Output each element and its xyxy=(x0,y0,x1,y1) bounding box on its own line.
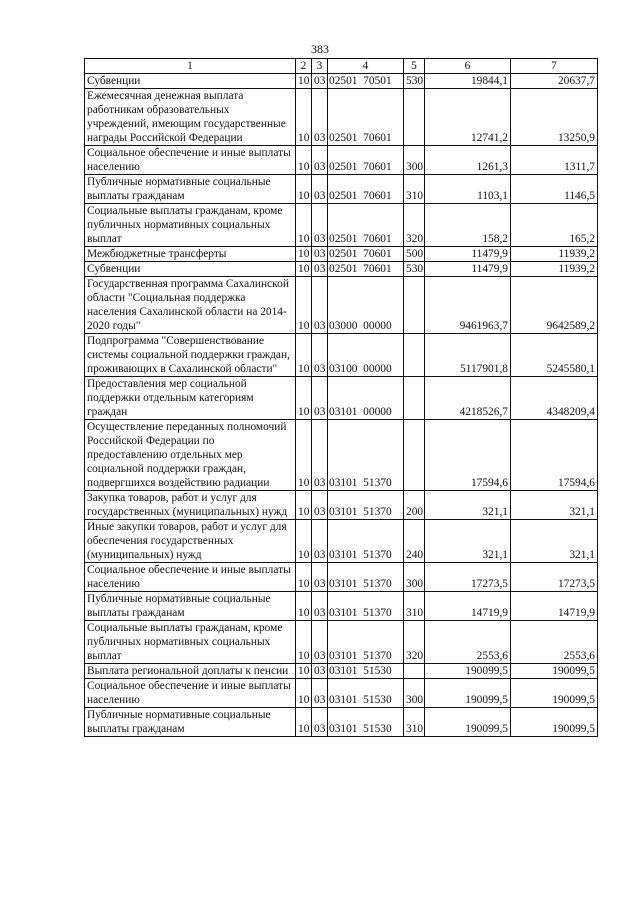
amount-col6-cell: 1103,1 xyxy=(425,175,511,204)
table-row xyxy=(85,262,598,277)
target-code-cell: 02501 70601 xyxy=(328,146,404,175)
amount-col6-cell: 190099,5 xyxy=(425,664,511,679)
row-name-cell: Социальное обеспечение и иные выплаты населению xyxy=(85,563,296,592)
expense-type-cell xyxy=(404,89,425,146)
table-row xyxy=(85,204,598,247)
amount-col6-cell: 5117901,8 xyxy=(425,334,511,377)
target-code-cell: 03101 51530 xyxy=(328,708,404,737)
expense-type-cell: 530 xyxy=(404,74,425,89)
target-code-cell: 03101 51370 xyxy=(328,420,404,491)
row-name-cell: Социальные выплаты гражданам, кроме публичных нормативных социальных выплат xyxy=(85,621,296,664)
table-row xyxy=(85,146,598,175)
target-code-cell: 03101 00000 xyxy=(328,377,404,420)
table-row xyxy=(85,664,598,679)
row-name-cell: Закупка товаров, работ и услуг для государственных (муниципальных) нужд xyxy=(85,491,296,520)
amount-col7-cell: 14719,9 xyxy=(511,592,598,621)
target-code-cell: 03000 00000 xyxy=(328,277,404,334)
amount-col7-cell: 190099,5 xyxy=(511,679,598,708)
amount-col6-cell: 17273,5 xyxy=(425,563,511,592)
expense-type-cell: 300 xyxy=(404,146,425,175)
amount-col7-cell: 17273,5 xyxy=(511,563,598,592)
budget-table xyxy=(84,58,598,737)
row-name-cell: Публичные нормативные социальные выплаты гражданам xyxy=(85,175,296,204)
table-row xyxy=(85,89,598,146)
table-row xyxy=(85,175,598,204)
section-code-cell: 10 xyxy=(296,277,312,334)
amount-col7-cell: 1311,7 xyxy=(511,146,598,175)
row-name-cell: Субвенции xyxy=(85,74,296,89)
table-row xyxy=(85,277,598,334)
header-row xyxy=(85,59,598,74)
section-code-cell: 10 xyxy=(296,262,312,277)
table-row xyxy=(85,520,598,563)
expense-type-cell: 240 xyxy=(404,520,425,563)
amount-col7-cell: 11939,2 xyxy=(511,262,598,277)
expense-type-cell: 530 xyxy=(404,262,425,277)
subsection-code-cell: 03 xyxy=(312,175,328,204)
subsection-code-cell: 03 xyxy=(312,204,328,247)
row-name-cell: Государственная программа Сахалинской области "Социальная поддержка населения Сахалинской области на 2014-2020 годы" xyxy=(85,277,296,334)
row-name-cell: Публичные нормативные социальные выплаты гражданам xyxy=(85,708,296,737)
header-cell: 4 xyxy=(328,59,404,74)
header-cell: 3 xyxy=(312,59,328,74)
expense-type-cell xyxy=(404,420,425,491)
row-name-cell: Субвенции xyxy=(85,262,296,277)
expense-type-cell xyxy=(404,377,425,420)
section-code-cell: 10 xyxy=(296,334,312,377)
amount-col7-cell: 321,1 xyxy=(511,491,598,520)
row-name-cell: Публичные нормативные социальные выплаты гражданам xyxy=(85,592,296,621)
table-row xyxy=(85,420,598,491)
row-name-cell: Иные закупки товаров, работ и услуг для обеспечения государственных (муниципальных) нужд xyxy=(85,520,296,563)
subsection-code-cell: 03 xyxy=(312,592,328,621)
page-number: 383 xyxy=(311,42,329,56)
amount-col7-cell: 4348209,4 xyxy=(511,377,598,420)
subsection-code-cell: 03 xyxy=(312,74,328,89)
amount-col7-cell: 190099,5 xyxy=(511,664,598,679)
amount-col6-cell: 19844,1 xyxy=(425,74,511,89)
subsection-code-cell: 03 xyxy=(312,277,328,334)
subsection-code-cell: 03 xyxy=(312,247,328,262)
target-code-cell: 02501 70601 xyxy=(328,175,404,204)
amount-col6-cell: 190099,5 xyxy=(425,708,511,737)
section-code-cell: 10 xyxy=(296,146,312,175)
subsection-code-cell: 03 xyxy=(312,334,328,377)
amount-col6-cell: 9461963,7 xyxy=(425,277,511,334)
section-code-cell: 10 xyxy=(296,175,312,204)
table-header xyxy=(85,59,598,74)
header-cell: 5 xyxy=(404,59,425,74)
header-cell: 2 xyxy=(296,59,312,74)
subsection-code-cell: 03 xyxy=(312,520,328,563)
section-code-cell: 10 xyxy=(296,664,312,679)
table-row xyxy=(85,334,598,377)
amount-col7-cell: 17594,6 xyxy=(511,420,598,491)
expense-type-cell xyxy=(404,277,425,334)
section-code-cell: 10 xyxy=(296,204,312,247)
row-name-cell: Осуществление переданных полномочий Российской Федерации по предоставлению отдельных мер социальной поддержки граждан, подвергшихся воздействию радиации xyxy=(85,420,296,491)
subsection-code-cell: 03 xyxy=(312,377,328,420)
amount-col6-cell: 1261,3 xyxy=(425,146,511,175)
expense-type-cell: 310 xyxy=(404,592,425,621)
expense-type-cell: 320 xyxy=(404,204,425,247)
section-code-cell: 10 xyxy=(296,247,312,262)
subsection-code-cell: 03 xyxy=(312,491,328,520)
table-row xyxy=(85,377,598,420)
table-row xyxy=(85,621,598,664)
row-name-cell: Предоставления мер социальной поддержки отдельным категориям граждан xyxy=(85,377,296,420)
expense-type-cell xyxy=(404,334,425,377)
subsection-code-cell: 03 xyxy=(312,563,328,592)
expense-type-cell: 320 xyxy=(404,621,425,664)
target-code-cell: 03100 00000 xyxy=(328,334,404,377)
target-code-cell: 03101 51370 xyxy=(328,563,404,592)
section-code-cell: 10 xyxy=(296,420,312,491)
section-code-cell: 10 xyxy=(296,89,312,146)
target-code-cell: 02501 70601 xyxy=(328,262,404,277)
amount-col7-cell: 2553,6 xyxy=(511,621,598,664)
amount-col6-cell: 17594,6 xyxy=(425,420,511,491)
amount-col7-cell: 1146,5 xyxy=(511,175,598,204)
expense-type-cell: 200 xyxy=(404,491,425,520)
expense-type-cell xyxy=(404,664,425,679)
subsection-code-cell: 03 xyxy=(312,89,328,146)
row-name-cell: Межбюджетные трансферты xyxy=(85,247,296,262)
target-code-cell: 03101 51530 xyxy=(328,679,404,708)
subsection-code-cell: 03 xyxy=(312,420,328,491)
amount-col7-cell: 20637,7 xyxy=(511,74,598,89)
section-code-cell: 10 xyxy=(296,621,312,664)
target-code-cell: 03101 51370 xyxy=(328,592,404,621)
table-row xyxy=(85,491,598,520)
subsection-code-cell: 03 xyxy=(312,679,328,708)
amount-col6-cell: 158,2 xyxy=(425,204,511,247)
amount-col7-cell: 190099,5 xyxy=(511,708,598,737)
table-row xyxy=(85,563,598,592)
header-cell: 1 xyxy=(85,59,296,74)
amount-col6-cell: 2553,6 xyxy=(425,621,511,664)
amount-col7-cell: 9642589,2 xyxy=(511,277,598,334)
target-code-cell: 02501 70601 xyxy=(328,204,404,247)
amount-col7-cell: 13250,9 xyxy=(511,89,598,146)
row-name-cell: Социальное обеспечение и иные выплаты населению xyxy=(85,679,296,708)
table-row xyxy=(85,247,598,262)
amount-col6-cell: 321,1 xyxy=(425,491,511,520)
table-row xyxy=(85,679,598,708)
section-code-cell: 10 xyxy=(296,377,312,420)
section-code-cell: 10 xyxy=(296,491,312,520)
section-code-cell: 10 xyxy=(296,708,312,737)
target-code-cell: 03101 51530 xyxy=(328,664,404,679)
target-code-cell: 03101 51370 xyxy=(328,520,404,563)
target-code-cell: 03101 51370 xyxy=(328,621,404,664)
amount-col7-cell: 165,2 xyxy=(511,204,598,247)
section-code-cell: 10 xyxy=(296,74,312,89)
amount-col6-cell: 190099,5 xyxy=(425,679,511,708)
amount-col7-cell: 321,1 xyxy=(511,520,598,563)
section-code-cell: 10 xyxy=(296,520,312,563)
amount-col6-cell: 11479,9 xyxy=(425,262,511,277)
amount-col6-cell: 11479,9 xyxy=(425,247,511,262)
section-code-cell: 10 xyxy=(296,679,312,708)
section-code-cell: 10 xyxy=(296,592,312,621)
subsection-code-cell: 03 xyxy=(312,708,328,737)
row-name-cell: Социальное обеспечение и иные выплаты населению xyxy=(85,146,296,175)
amount-col6-cell: 321,1 xyxy=(425,520,511,563)
subsection-code-cell: 03 xyxy=(312,146,328,175)
header-cell: 6 xyxy=(425,59,511,74)
target-code-cell: 02501 70601 xyxy=(328,247,404,262)
table-body xyxy=(85,74,598,737)
row-name-cell: Социальные выплаты гражданам, кроме публичных нормативных социальных выплат xyxy=(85,204,296,247)
subsection-code-cell: 03 xyxy=(312,621,328,664)
target-code-cell: 02501 70601 xyxy=(328,89,404,146)
table-row xyxy=(85,708,598,737)
subsection-code-cell: 03 xyxy=(312,664,328,679)
table-row xyxy=(85,74,598,89)
expense-type-cell: 310 xyxy=(404,708,425,737)
amount-col6-cell: 12741,2 xyxy=(425,89,511,146)
header-cell: 7 xyxy=(511,59,598,74)
target-code-cell: 02501 70501 xyxy=(328,74,404,89)
expense-type-cell: 500 xyxy=(404,247,425,262)
row-name-cell: Выплата региональной доплаты к пенсии xyxy=(85,664,296,679)
amount-col6-cell: 4218526,7 xyxy=(425,377,511,420)
amount-col6-cell: 14719,9 xyxy=(425,592,511,621)
expense-type-cell: 300 xyxy=(404,679,425,708)
expense-type-cell: 300 xyxy=(404,563,425,592)
amount-col7-cell: 5245580,1 xyxy=(511,334,598,377)
row-name-cell: Подпрограмма "Совершенствование системы социальной поддержки граждан, проживающих в Сахалинской области" xyxy=(85,334,296,377)
table-row xyxy=(85,592,598,621)
amount-col7-cell: 11939,2 xyxy=(511,247,598,262)
subsection-code-cell: 03 xyxy=(312,262,328,277)
section-code-cell: 10 xyxy=(296,563,312,592)
expense-type-cell: 310 xyxy=(404,175,425,204)
target-code-cell: 03101 51370 xyxy=(328,491,404,520)
row-name-cell: Ежемесячная денежная выплата работникам образовательных учреждений, имеющим государственные награды Российской Федерации xyxy=(85,89,296,146)
